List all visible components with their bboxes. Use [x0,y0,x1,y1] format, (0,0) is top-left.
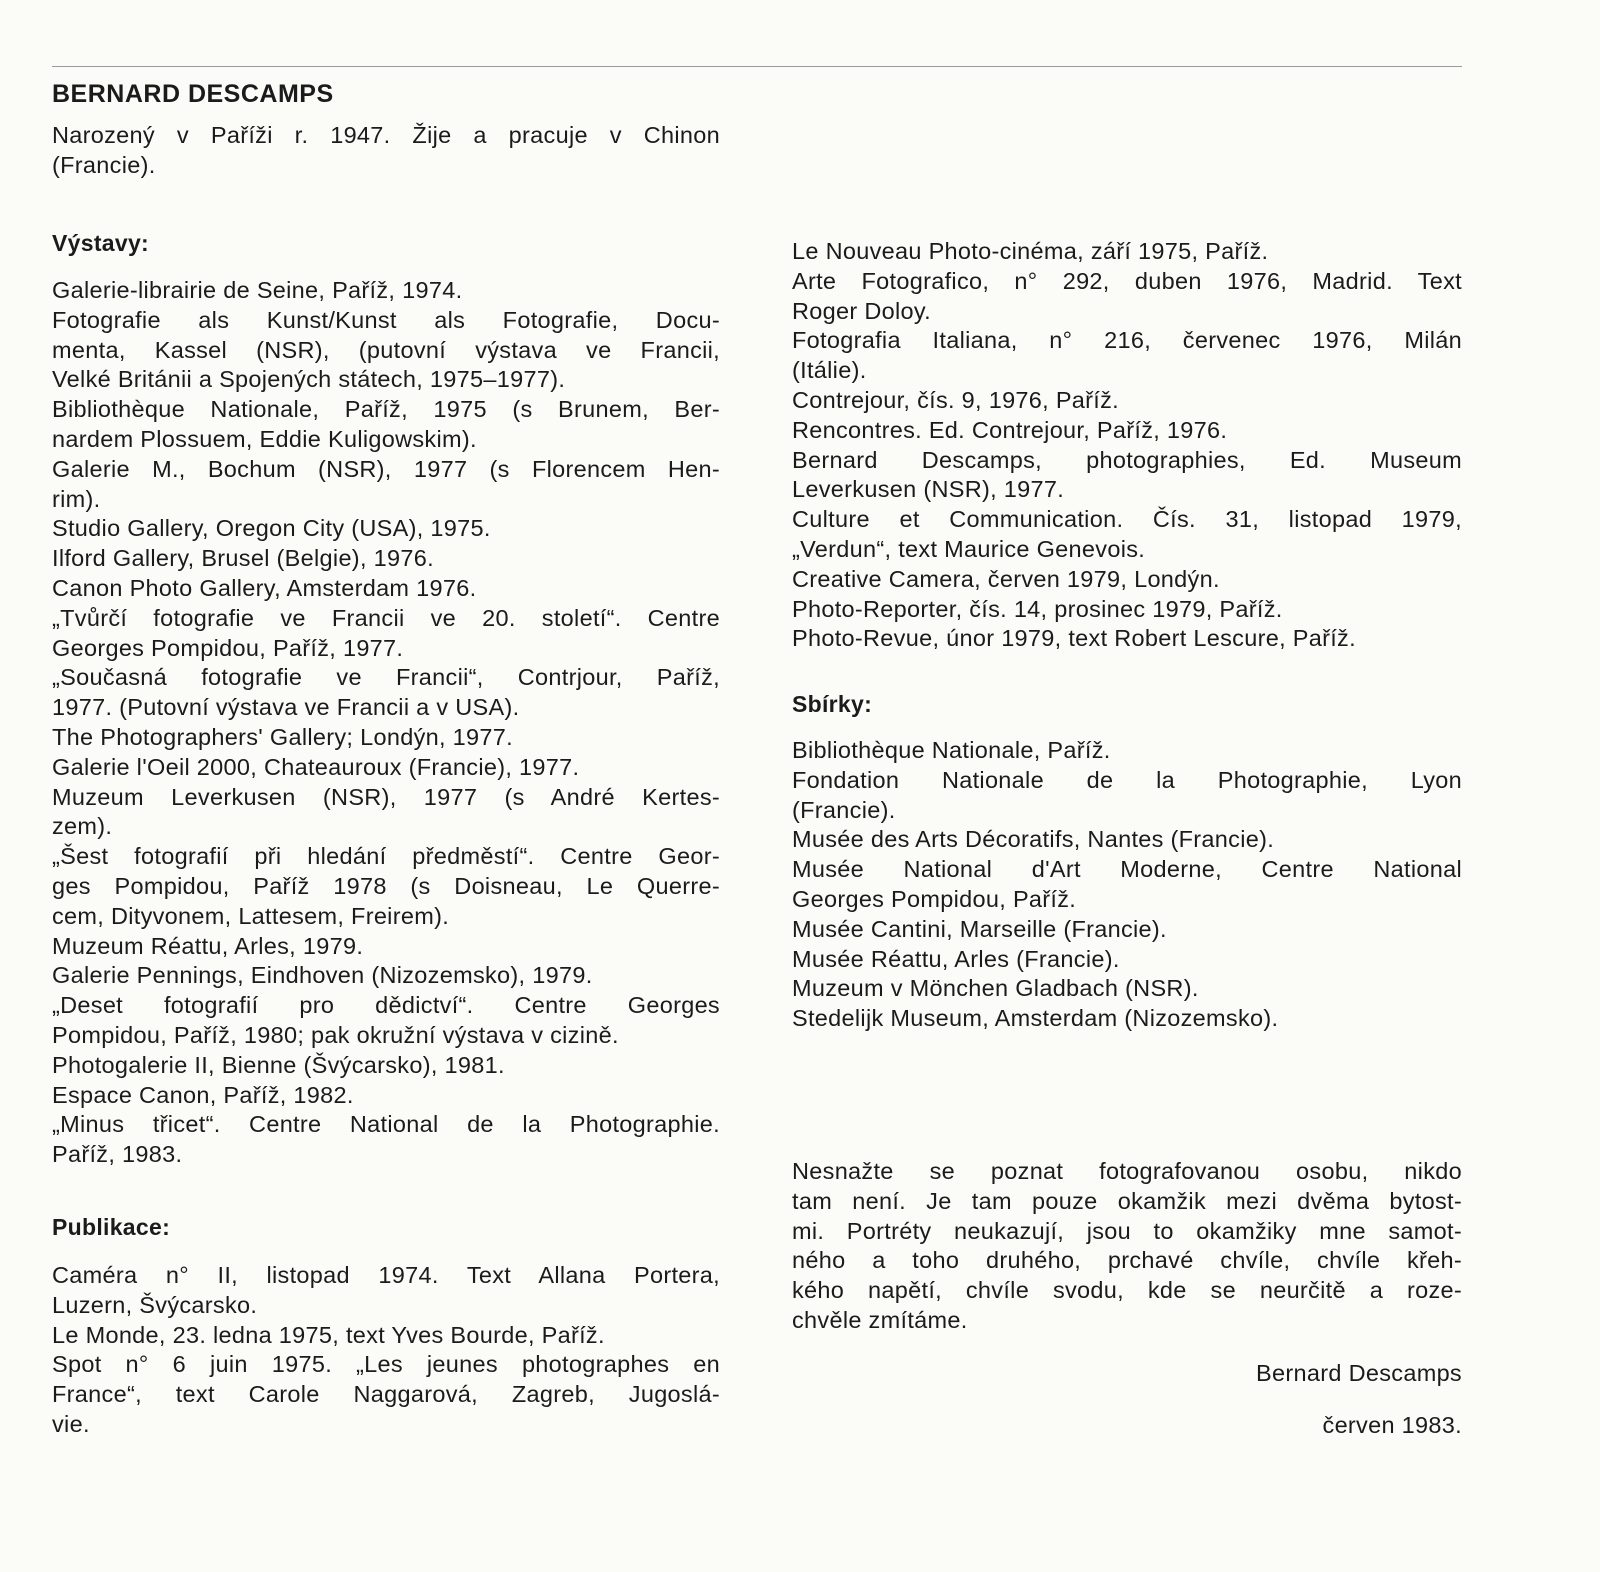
entry-line: Studio Gallery, Oregon City (USA), 1975. [52,515,491,542]
entry-line: Galerie-librairie de Seine, Paříž, 1974. [52,277,463,303]
entry-line: Canon Photo Gallery, Amsterdam 1976. [52,574,477,601]
entry-line: ges Pompidou, Paříž 1978 (s Doisneau, Le Querre- [52,872,720,899]
entry-line: Ilford Gallery, Brusel (Belgie), 1976. [52,545,434,572]
entry-line: Le Nouveau Photo-cinéma, září 1975, Paříž. [792,238,1269,264]
entry-line: zem). [52,813,113,840]
entry-line: Musée des Arts Décoratifs, Nantes (Francie). [792,826,1275,853]
entry-line: Fondation Nationale de la Photographie, Lyon [792,766,1462,793]
entry-line: Galerie l'Oeil 2000, Chateauroux (Francie), 1977. [52,753,580,780]
entry-line: Galerie Pennings, Eindhoven (Nizozemsko), 1979. [52,962,593,989]
entry-line: Muzeum v Mönchen Gladbach (NSR). [792,975,1199,1002]
entry-line: Contrejour, čís. 9, 1976, Paříž. [792,386,1120,413]
entry-line: Pompidou, Paříž, 1980; pak okružní výstava v cizině. [52,1021,619,1048]
entry-line: rim). [52,485,101,512]
entry-line: Nesnažte se poznat fotografovanou osobu, nikdo [792,1158,1462,1184]
entry-line: menta, Kassel (NSR), (putovní výstava ve Francii, [52,336,720,363]
entry-line: Culture et Communication. Čís. 31, listopad 1979, [792,506,1462,533]
entry-line: „Deset fotografií pro dědictví“. Centre Georges [52,992,720,1019]
entry-line: Fotografia Italiana, n° 216, červenec 1976, Milán [792,327,1462,354]
entry-line: Photogalerie II, Bienne (Švýcarsko), 1981. [52,1051,505,1078]
entry-line: Roger Doloy. [792,297,932,324]
entry-line: Georges Pompidou, Paříž, 1977. [52,634,404,661]
entry-line: Photo-Revue, únor 1979, text Robert Lescure, Paříž. [792,625,1356,652]
entry-line: „Tvůrčí fotografie ve Francii ve 20. století“. Centre [52,604,720,631]
entry-line: „Verdun“, text Maurice Genevois. [792,535,1146,562]
entry-line: Fotografie als Kunst/Kunst als Fotografie, Docu- [52,306,720,333]
entry-line: Leverkusen (NSR), 1977. [792,476,1065,503]
entry-line: „Současná fotografie ve Francii“, Contrjour, Paříž, [52,664,720,691]
entry-line: Paříž, 1983. [52,1141,183,1168]
entry-line: mi. Portréty neukazují, jsou to okamžiky mne samot- [792,1217,1462,1244]
entry-line: Galerie M., Bochum (NSR), 1977 (s Florencem Hen- [52,455,720,482]
collections-list [792,736,1462,1034]
entry-line: Le Monde, 23. ledna 1975, text Yves Bourde, Paříž. [52,1321,605,1348]
entry-line: Musée Réattu, Arles (Francie). [792,945,1120,972]
text-line: (Francie). [52,151,156,178]
entry-line: France“, text Carole Naggarová, Zagreb, Jugoslá- [52,1381,720,1408]
entry-line: Musée Cantini, Marseille (Francie). [792,915,1167,942]
entry-line: nardem Plossuem, Eddie Kuligowskim). [52,425,477,452]
entry-line: Espace Canon, Paříž, 1982. [52,1081,354,1108]
entry-line: (Itálie). [792,357,867,384]
entry-line: Musée National d'Art Moderne, Centre National [792,856,1462,883]
entry-line: Muzeum Leverkusen (NSR), 1977 (s André Kertes- [52,783,720,810]
author-name: BERNARD DESCAMPS [52,80,334,108]
exhibitions-list [52,276,720,1170]
quote [792,1157,1462,1336]
entry-line: vie. [52,1410,90,1437]
entry-line: Stedelijk Museum, Amsterdam (Nizozemsko). [792,1005,1279,1032]
publications-list-right [792,237,1462,654]
entry-line: (Francie). [792,796,896,823]
entry-line: Photo-Reporter, čís. 14, prosinec 1979, Paříž. [792,595,1283,622]
entry-line: Bernard Descamps, photographies, Ed. Museum [792,446,1462,473]
entry-line: Caméra n° II, listopad 1974. Text Allana Portera, [52,1262,720,1288]
entry-line: Bibliothèque Nationale, Paříž, 1975 (s Brunem, Ber- [52,396,720,423]
bio [52,121,720,181]
entry-line: „Šest fotografií při hledání předměstí“. Centre Geor- [52,843,720,870]
entry-line: kého napětí, chvíle svodu, kde se neurčitě a roze- [792,1277,1462,1304]
text-line: Narozený v Paříži r. 1947. Žije a pracuje v Chinon [52,122,720,148]
entry-line: „Minus třicet“. Centre National de la Photographie. [52,1111,720,1138]
exhibitions-heading: Výstavy: [52,230,150,256]
entry-line: chvěle zmítáme. [792,1306,968,1333]
top-rule [52,66,1462,67]
entry-line: Georges Pompidou, Paříž. [792,885,1077,912]
entry-line: cem, Dityvonem, Lattesem, Freirem). [52,902,450,929]
entry-line: ného a toho druhého, prchavé chvíle, chvíle křeh- [792,1247,1462,1274]
publications-heading: Publikace: [52,1214,171,1240]
date: červen 1983. [1322,1412,1462,1438]
entry-line: Rencontres. Ed. Contrejour, Paříž, 1976. [792,416,1228,443]
entry-line: Velké Británii a Spojených státech, 1975–1977). [52,366,566,393]
entry-line: 1977. (Putovní výstava ve Francii a v USA). [52,694,520,721]
publications-list-left [52,1261,720,1440]
entry-line: Muzeum Réattu, Arles, 1979. [52,932,364,959]
collections-heading: Sbírky: [792,691,873,717]
entry-line: The Photographers' Gallery; Londýn, 1977. [52,723,513,750]
entry-line: Luzern, Švýcarsko. [52,1291,258,1318]
entry-line: Arte Fotografico, n° 292, duben 1976, Madrid. Text [792,267,1462,294]
entry-line: Bibliothèque Nationale, Paříž. [792,737,1111,763]
entry-line: tam není. Je tam pouze okamžik mezi dvěma bytost- [792,1187,1462,1214]
entry-line: Spot n° 6 juin 1975. „Les jeunes photographes en [52,1351,720,1378]
signature: Bernard Descamps [1256,1360,1462,1386]
entry-line: Creative Camera, červen 1979, Londýn. [792,565,1220,592]
